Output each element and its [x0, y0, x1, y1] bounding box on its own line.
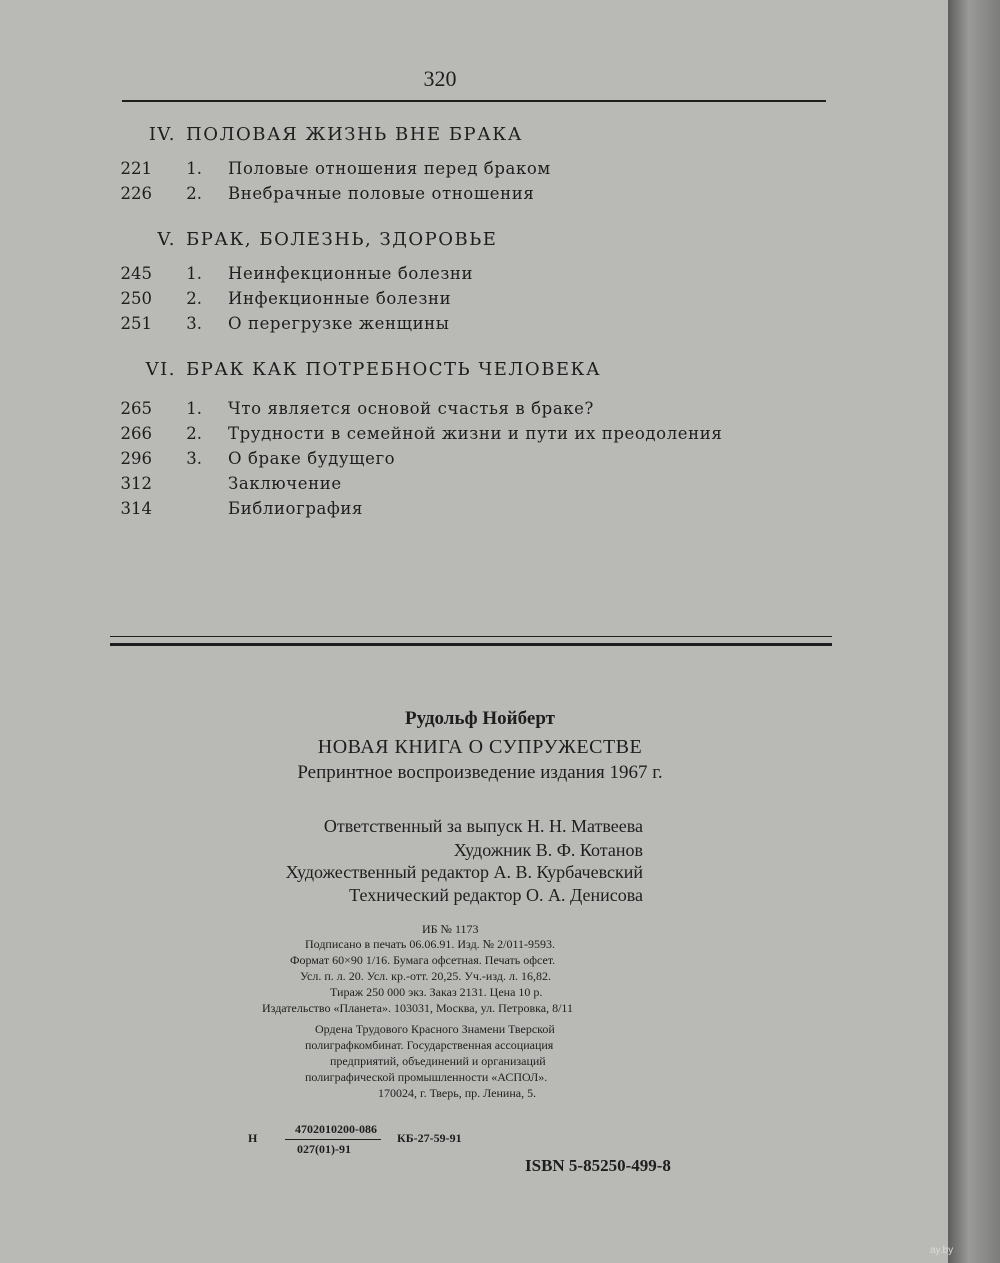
book-title: НОВАЯ КНИГА О СУПРУЖЕСТВЕ: [317, 736, 643, 758]
toc-entry: [118, 287, 451, 311]
section-title: ПОЛОВАЯ ЖИЗНЬ ВНЕ БРАКА: [186, 124, 523, 145]
toc-number: 1.: [186, 399, 202, 418]
toc-number: 2.: [186, 289, 202, 308]
toc-number: 3.: [186, 449, 202, 468]
toc-entry: [118, 262, 473, 286]
toc-text: Неинфекционные болезни: [228, 264, 474, 283]
credit-line: Художник В. Ф. Котанов: [453, 840, 643, 860]
toc-entry: [118, 182, 534, 206]
toc-entry: [118, 472, 342, 496]
toc-text: О браке будущего: [228, 449, 396, 468]
toc-number: 1.: [186, 264, 202, 283]
author-name: Рудольф Нойберт: [405, 708, 555, 729]
toc-text: О перегрузке женщины: [228, 314, 450, 333]
toc-number: 3.: [186, 314, 202, 333]
toc-text: Внебрачные половые отношения: [228, 184, 535, 203]
toc-page: 245: [120, 264, 152, 283]
code-kb: КБ-27-59-91: [397, 1131, 462, 1145]
toc-text: Трудности в семейной жизни и пути их преодоления: [228, 424, 723, 443]
code-numerator: 4702010200-086: [285, 1122, 381, 1140]
toc-page: 226: [120, 184, 152, 203]
toc-entry: [118, 312, 450, 336]
section-heading: [124, 229, 497, 250]
divider-rule: [110, 636, 832, 646]
toc-page: 265: [120, 399, 152, 418]
toc-page: 250: [120, 289, 152, 308]
toc-text: Библиография: [228, 499, 364, 518]
toc-page: 314: [120, 499, 152, 518]
page-edge: [948, 0, 1000, 1263]
toc-page: 296: [120, 449, 152, 468]
page-number: 320: [423, 66, 457, 91]
toc-text: Половые отношения перед браком: [228, 159, 551, 178]
credit-line: Технический редактор О. А. Денисова: [349, 885, 643, 905]
print-detail: Подписано в печать 06.06.91. Изд. № 2/011-9593.: [305, 937, 556, 951]
toc-page: 221: [120, 159, 152, 178]
credit-line: Художественный редактор А. В. Курбачевский: [285, 862, 643, 882]
toc-number: 2.: [186, 424, 202, 443]
watermark: ay.by: [930, 1245, 954, 1256]
toc-entry: [118, 497, 363, 521]
toc-text: Что является основой счастья в браке?: [228, 399, 594, 418]
toc-page: 312: [120, 474, 152, 493]
section-heading: [124, 124, 523, 145]
toc-text: Инфекционные болезни: [228, 289, 452, 308]
printer-line: полиграфической промышленности «АСПОЛ».: [305, 1070, 548, 1084]
print-detail: ИБ № 1173: [422, 922, 479, 936]
print-detail: Издательство «Планета». 103031, Москва, ул. Петровка, 8/11: [262, 1001, 573, 1015]
code-denominator: 027(01)-91: [297, 1142, 351, 1156]
section-numeral: IV.: [148, 124, 176, 145]
section-numeral: VI.: [145, 359, 176, 380]
printer-line: полиграфкомбинат. Государственная ассоциация: [305, 1038, 554, 1052]
print-detail: Формат 60×90 1/16. Бумага офсетная. Печать офсет.: [290, 953, 556, 967]
print-detail: Усл. п. л. 20. Усл. кр.-отт. 20,25. Уч.-изд. л. 16,82.: [300, 969, 551, 983]
section-title: БРАК, БОЛЕЗНЬ, ЗДОРОВЬЕ: [186, 229, 498, 250]
header-rule: [122, 100, 826, 102]
printer-line: 170024, г. Тверь, пр. Ленина, 5.: [378, 1086, 537, 1100]
toc-entry: [118, 397, 594, 421]
toc-page: 266: [120, 424, 152, 443]
toc-entry: [118, 157, 551, 181]
toc-number: 1.: [186, 159, 202, 178]
toc-entry: [118, 447, 395, 471]
print-detail: Тираж 250 000 экз. Заказ 2131. Цена 10 р.: [330, 985, 543, 999]
section-title: БРАК КАК ПОТРЕБНОСТЬ ЧЕЛОВЕКА: [186, 359, 602, 380]
printer-line: предприятий, объединений и организаций: [330, 1054, 546, 1068]
toc-page: 251: [120, 314, 152, 333]
section-heading: [124, 359, 601, 380]
toc-text: Заключение: [228, 474, 342, 493]
section-numeral: V.: [157, 229, 176, 250]
reprint-note: Репринтное воспроизведение издания 1967 г.: [297, 762, 663, 783]
toc-entry: [118, 422, 722, 446]
code-letter: Н: [248, 1131, 258, 1145]
isbn: ISBN 5-85250-499-8: [525, 1156, 671, 1175]
printer-line: Ордена Трудового Красного Знамени Тверской: [315, 1022, 555, 1036]
toc-number: 2.: [186, 184, 202, 203]
credit-line: Ответственный за выпуск Н. Н. Матвеева: [323, 816, 643, 836]
